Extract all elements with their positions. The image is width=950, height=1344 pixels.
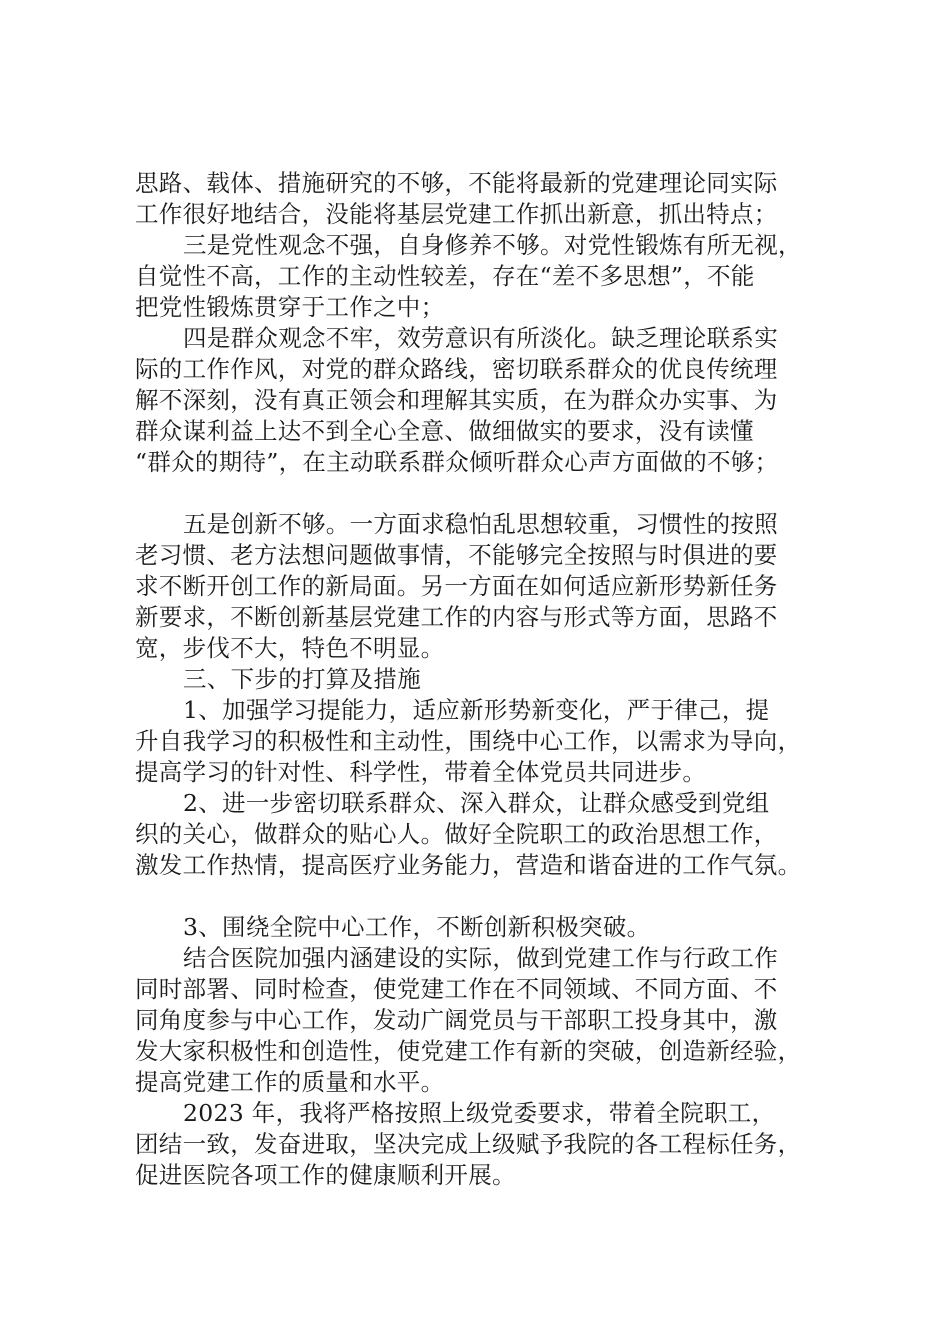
text-line: 工作很好地结合，没能将基层党建工作抓出新意，抓出特点； [135, 200, 778, 228]
text-line: “群众的期待”，在主动联系群众倾听群众心声方面做的不够； [135, 448, 779, 476]
text-line: 激发工作热情，提高医疗业务能力，营造和谐奋进的工作气氛。 [135, 851, 802, 879]
text-line: 团结一致，发奋进取，坚决完成上级赋予我院的各工程标任务， [135, 1130, 802, 1158]
text-line: 三、下步的打算及措施 [183, 665, 421, 693]
document-body [135, 168, 835, 1191]
text-line: 新要求，不断创新基层党建工作的内容与形式等方面，思路不 [135, 603, 778, 631]
blank-line [135, 478, 835, 509]
text-line: 2023 年，我将严格按照上级党委要求，带着全院职工， [183, 1099, 776, 1127]
text-line: 结合医院加强内涵建设的实际，做到党建工作与行政工作 [183, 944, 778, 972]
text-line: 群众谋利益上达不到全心全意、做细做实的要求，没有读懂 [135, 417, 754, 445]
text-line: 宽，步伐不大，特色不明显。 [135, 634, 445, 662]
text-line: 织的关心，做群众的贴心人。做好全院职工的政治思想工作， [135, 820, 778, 848]
text-line: 解不深刻，没有真正领会和理解其实质，在为群众办实事、为 [135, 386, 778, 414]
text-line: 同时部署、同时检查，使党建工作在不同领域、不同方面、不 [135, 975, 778, 1003]
blank-line [135, 881, 835, 912]
text-line: 思路、载体、措施研究的不够，不能将最新的党建理论同实际 [135, 169, 778, 197]
text-line: 三是党性观念不强，自身修养不够。对党性锻炼有所无视， [183, 231, 802, 259]
text-line: 提高学习的针对性、科学性，带着全体党员共同进步。 [135, 758, 707, 786]
text-line: 求不断开创工作的新局面。另一方面在如何适应新形势新任务 [135, 572, 778, 600]
text-line: 四是群众观念不牢，效劳意识有所淡化。缺乏理论联系实 [183, 324, 778, 352]
text-line: 老习惯、老方法想问题做事情，不能够完全按照与时俱进的要 [135, 541, 778, 569]
text-line: 2、进一步密切联系群众、深入群众，让群众感受到党组 [183, 789, 770, 817]
text-line: 发大家积极性和创造性，使党建工作有新的突破，创造新经验， [135, 1037, 802, 1065]
text-line: 五是创新不够。一方面求稳怕乱思想较重，习惯性的按照 [183, 510, 778, 538]
text-line: 升自我学习的积极性和主动性，围绕中心工作，以需求为导向， [135, 727, 802, 755]
text-line: 3、围绕全院中心工作，不断创新积极突破。 [183, 913, 651, 941]
text-line: 把党性锻炼贯穿于工作之中； [135, 293, 445, 321]
text-line: 自觉性不高，工作的主动性较差，存在“差不多思想”，不能 [135, 262, 755, 290]
text-line: 际的工作作风，对党的群众路线，密切联系群众的优良传统理 [135, 355, 778, 383]
text-line: 同角度参与中心工作，发动广阔党员与干部职工投身其中，激 [135, 1006, 778, 1034]
text-line: 提高党建工作的质量和水平。 [135, 1068, 445, 1096]
text-line: 促进医院各项工作的健康顺利开展。 [135, 1161, 516, 1189]
text-line: 1、加强学习提能力，适应新形势新变化，严于律己，提 [183, 696, 770, 724]
